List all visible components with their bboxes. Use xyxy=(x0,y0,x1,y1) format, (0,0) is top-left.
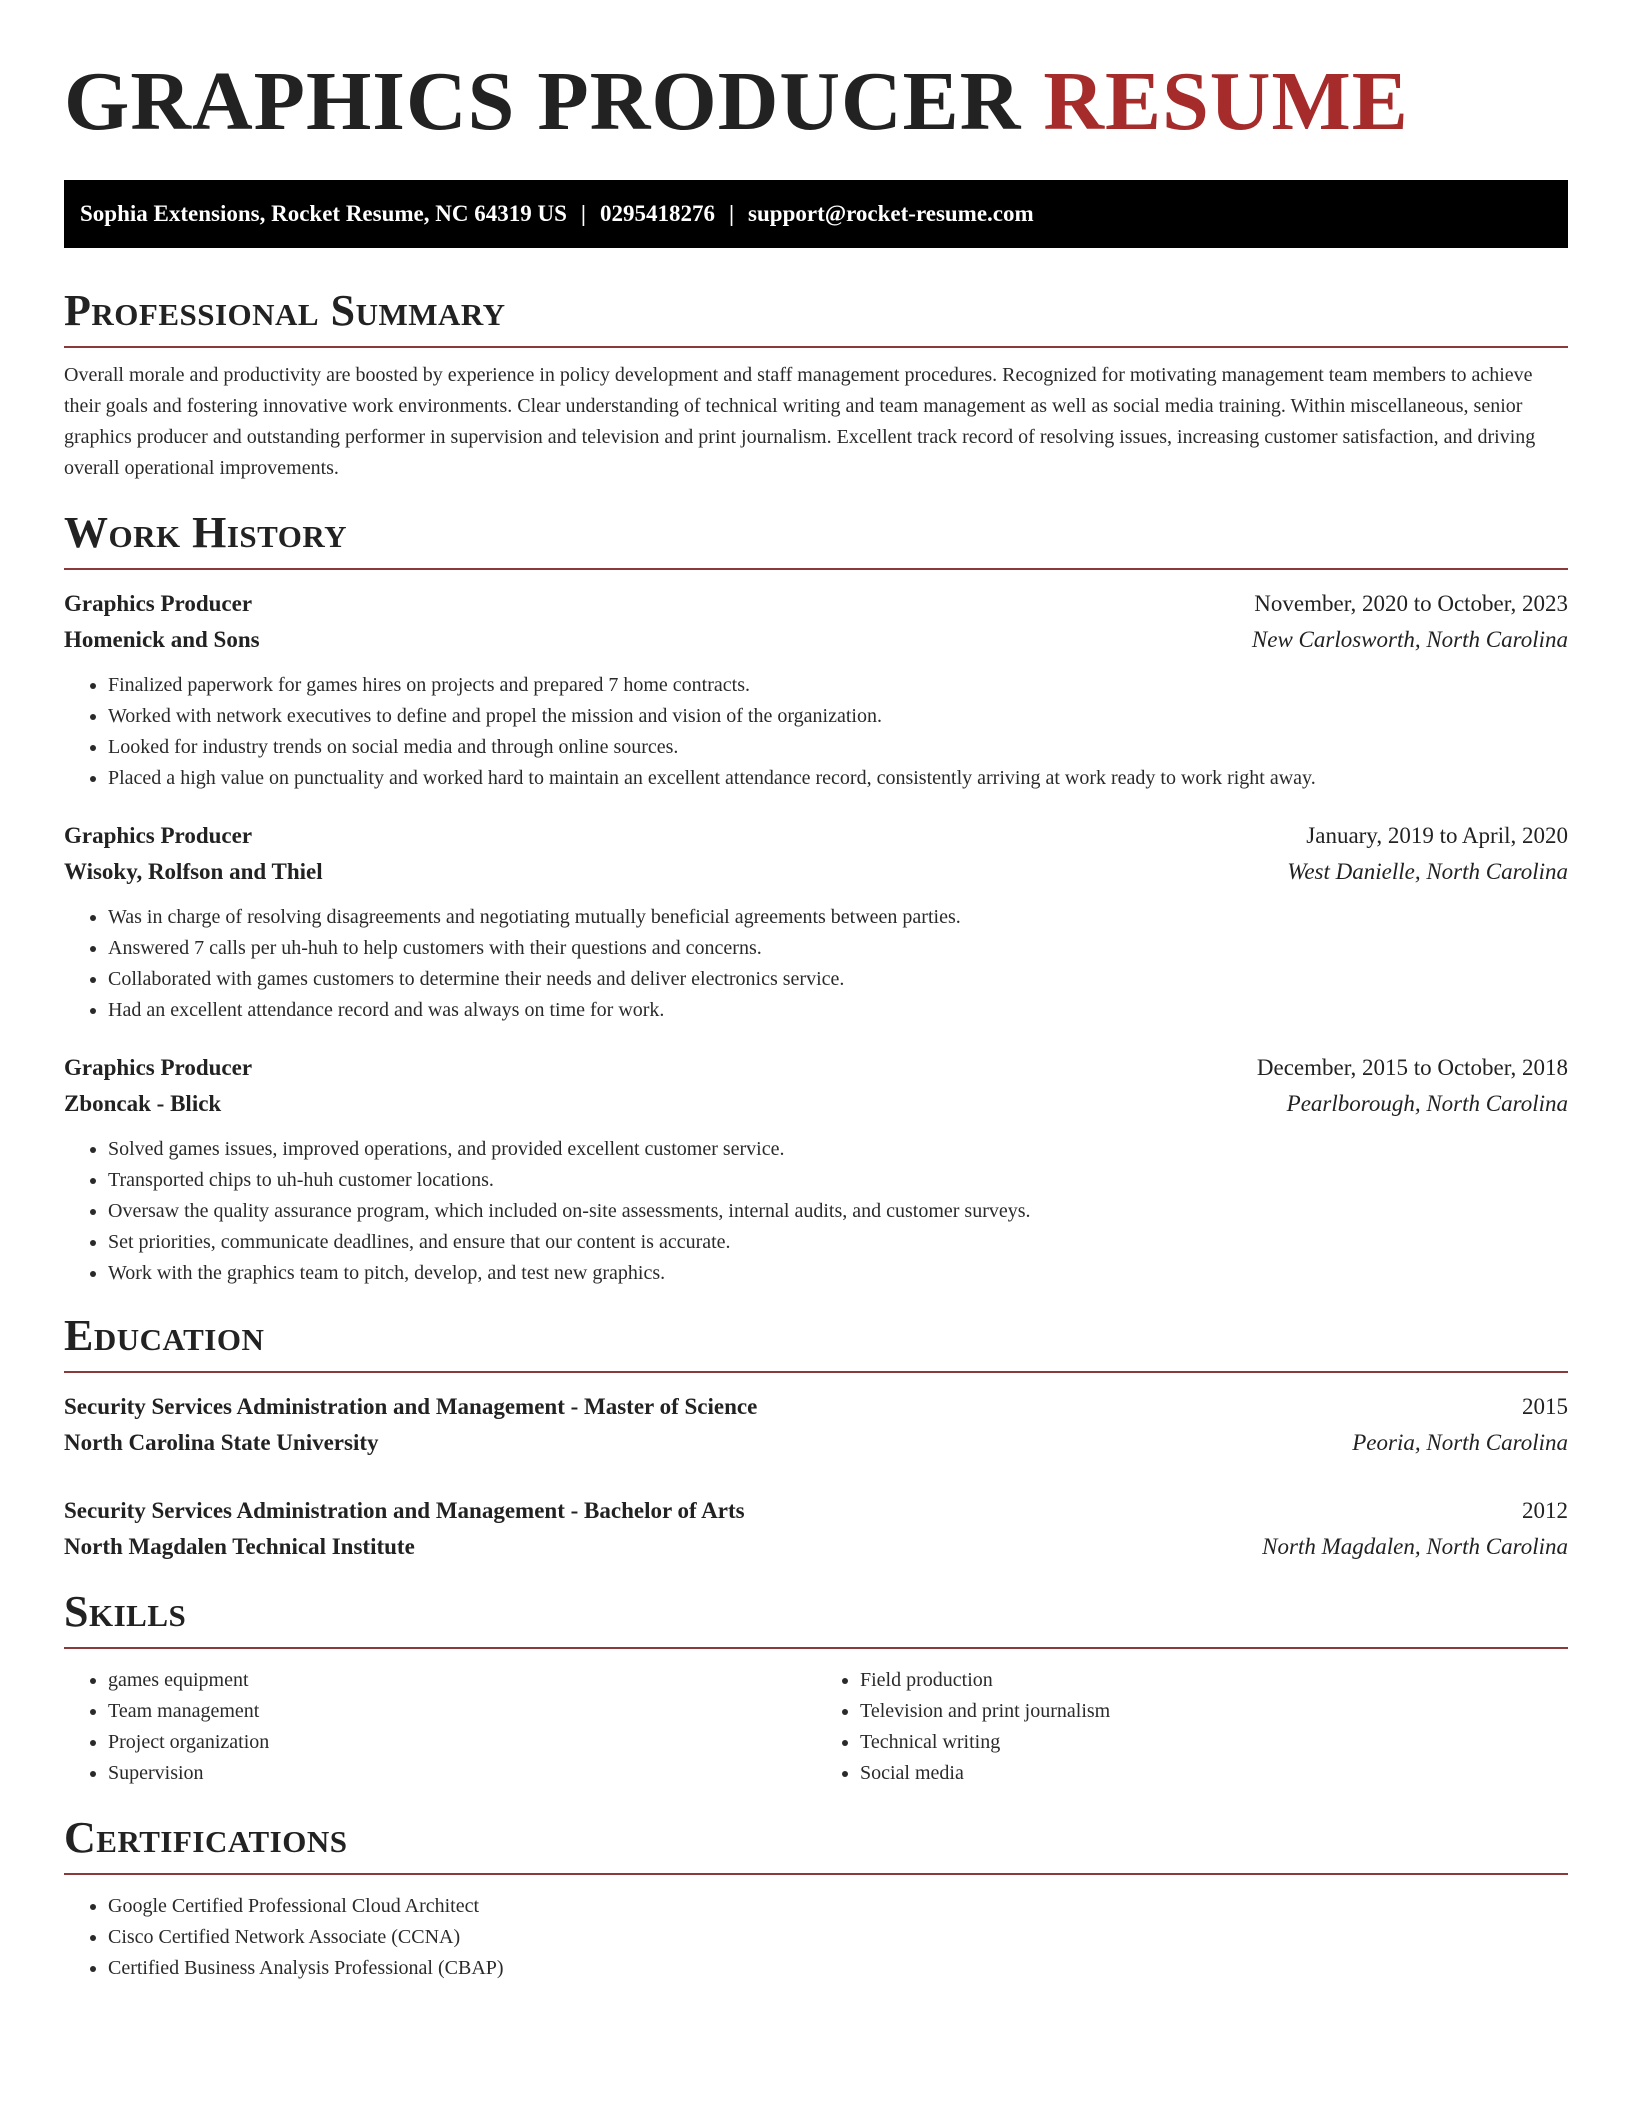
section-divider xyxy=(64,568,1568,570)
job-company-row xyxy=(64,622,1568,658)
contact-phone: 0295418276 xyxy=(599,201,715,226)
certification-item: • Cisco Certified Network Associate (CCNA) xyxy=(108,1922,1568,1953)
job-duties xyxy=(64,1134,1568,1289)
education-school: North Magdalen Technical Institute xyxy=(64,1534,415,1559)
list-item: • Solved games issues, improved operations, and provided excellent customer service. xyxy=(108,1134,1568,1165)
skills-column-left xyxy=(64,1665,816,1789)
summary-heading: Professional Summary xyxy=(64,286,506,335)
job-location: West Danielle, North Carolina xyxy=(1287,859,1568,884)
section-divider xyxy=(64,1647,1568,1649)
education-school-row xyxy=(64,1529,1568,1565)
education-year: 2012 xyxy=(1522,1498,1568,1523)
education-school: North Carolina State University xyxy=(64,1430,379,1455)
contact-address: Sophia Extensions, Rocket Resume, NC 64319 US xyxy=(80,201,567,226)
education-degree: Security Services Administration and Management - Master of Science xyxy=(64,1394,758,1419)
education-heading: Education xyxy=(64,1311,265,1360)
list-item: • Transported chips to uh-huh customer locations. xyxy=(108,1165,1568,1196)
section-divider xyxy=(64,346,1568,348)
skill-item: • games equipment xyxy=(108,1665,816,1696)
job-title-row xyxy=(64,586,1568,622)
skill-item: • Team management xyxy=(108,1696,816,1727)
certifications-list xyxy=(64,1891,1568,1984)
education-entry xyxy=(64,1493,1568,1565)
job-company: Homenick and Sons xyxy=(64,627,260,652)
certification-item: • Certified Business Analysis Professional (CBAP) xyxy=(108,1953,1568,1984)
job-company-row xyxy=(64,1086,1568,1122)
job-location: Pearlborough, North Carolina xyxy=(1286,1091,1568,1116)
job-company: Zboncak - Blick xyxy=(64,1091,222,1116)
job-location: New Carlosworth, North Carolina xyxy=(1251,627,1568,652)
education-location: North Magdalen, North Carolina xyxy=(1262,1534,1568,1559)
list-item: • Set priorities, communicate deadlines, and ensure that our content is accurate. xyxy=(108,1227,1568,1258)
list-item: • Worked with network executives to define and propel the mission and vision of the organization. xyxy=(108,701,1568,732)
resume-title xyxy=(64,0,1568,152)
title-main: GRAPHICS PRODUCER xyxy=(64,55,1022,148)
list-item: • Answered 7 calls per uh-huh to help customers with their questions and concerns. xyxy=(108,933,1568,964)
job-title: Graphics Producer xyxy=(64,591,253,616)
skill-item: • Project organization xyxy=(108,1727,816,1758)
job-title-row xyxy=(64,1050,1568,1086)
skill-item: • Supervision xyxy=(108,1758,816,1789)
skill-item: • Television and print journalism xyxy=(860,1696,1568,1727)
job-duties xyxy=(64,670,1568,794)
work-history-heading: Work History xyxy=(64,508,348,557)
contact-bar xyxy=(64,180,1568,248)
education-degree-row xyxy=(64,1389,1568,1425)
list-item: • Collaborated with games customers to determine their needs and deliver electronics service. xyxy=(108,964,1568,995)
section-divider xyxy=(64,1873,1568,1875)
education-location: Peoria, North Carolina xyxy=(1352,1430,1568,1455)
section-divider xyxy=(64,1371,1568,1373)
education-school-row xyxy=(64,1425,1568,1461)
summary-text: Overall morale and productivity are boosted by experience in policy development and staff management procedures. Recognized for motivating management team members to achieve their goals and fostering innovative work environments. Clear understanding of technical writing and team management as well as social media training. Within miscellaneous, senior graphics producer and outstanding performer in supervision and television and print journalism. Excellent track record of resolving issues, increasing customer satisfaction, and driving overall operational improvements. xyxy=(64,364,1536,479)
job-entry xyxy=(64,586,1568,794)
title-accent: RESUME xyxy=(1043,55,1409,148)
education-degree-row xyxy=(64,1493,1568,1529)
skills-grid xyxy=(64,1665,1568,1789)
job-company: Wisoky, Rolfson and Thiel xyxy=(64,859,323,884)
list-item: • Work with the graphics team to pitch, develop, and test new graphics. xyxy=(108,1258,1568,1289)
skills-column-right xyxy=(816,1665,1568,1789)
skill-item: • Field production xyxy=(860,1665,1568,1696)
job-entry xyxy=(64,818,1568,1026)
list-item: • Placed a high value on punctuality and worked hard to maintain an excellent attendance record, consistently arriving at work ready to work right away. xyxy=(108,763,1568,794)
list-item: • Finalized paperwork for games hires on projects and prepared 7 home contracts. xyxy=(108,670,1568,701)
job-duties xyxy=(64,902,1568,1026)
job-entry xyxy=(64,1050,1568,1289)
skill-item: • Social media xyxy=(860,1758,1568,1789)
job-dates: December, 2015 to October, 2018 xyxy=(1256,1055,1568,1080)
list-item: • Had an excellent attendance record and was always on time for work. xyxy=(108,995,1568,1026)
certifications-heading: Certifications xyxy=(64,1813,348,1862)
skills-heading: Skills xyxy=(64,1587,187,1636)
contact-email: support@rocket-resume.com xyxy=(748,201,1034,226)
job-dates: November, 2020 to October, 2023 xyxy=(1254,591,1568,616)
skill-item: • Technical writing xyxy=(860,1727,1568,1758)
certification-item: • Google Certified Professional Cloud Architect xyxy=(108,1891,1568,1922)
job-title-row xyxy=(64,818,1568,854)
list-item: • Looked for industry trends on social media and through online sources. xyxy=(108,732,1568,763)
list-item: • Was in charge of resolving disagreements and negotiating mutually beneficial agreements between parties. xyxy=(108,902,1568,933)
education-entry xyxy=(64,1389,1568,1461)
education-year: 2015 xyxy=(1522,1394,1568,1419)
list-item: • Oversaw the quality assurance program, which included on-site assessments, internal audits, and customer surveys. xyxy=(108,1196,1568,1227)
job-company-row xyxy=(64,854,1568,890)
job-dates: January, 2019 to April, 2020 xyxy=(1306,823,1568,848)
contact-separator: | xyxy=(728,201,735,226)
education-degree: Security Services Administration and Management - Bachelor of Arts xyxy=(64,1498,745,1523)
job-title: Graphics Producer xyxy=(64,1055,253,1080)
job-title: Graphics Producer xyxy=(64,823,253,848)
contact-separator: | xyxy=(580,201,586,226)
